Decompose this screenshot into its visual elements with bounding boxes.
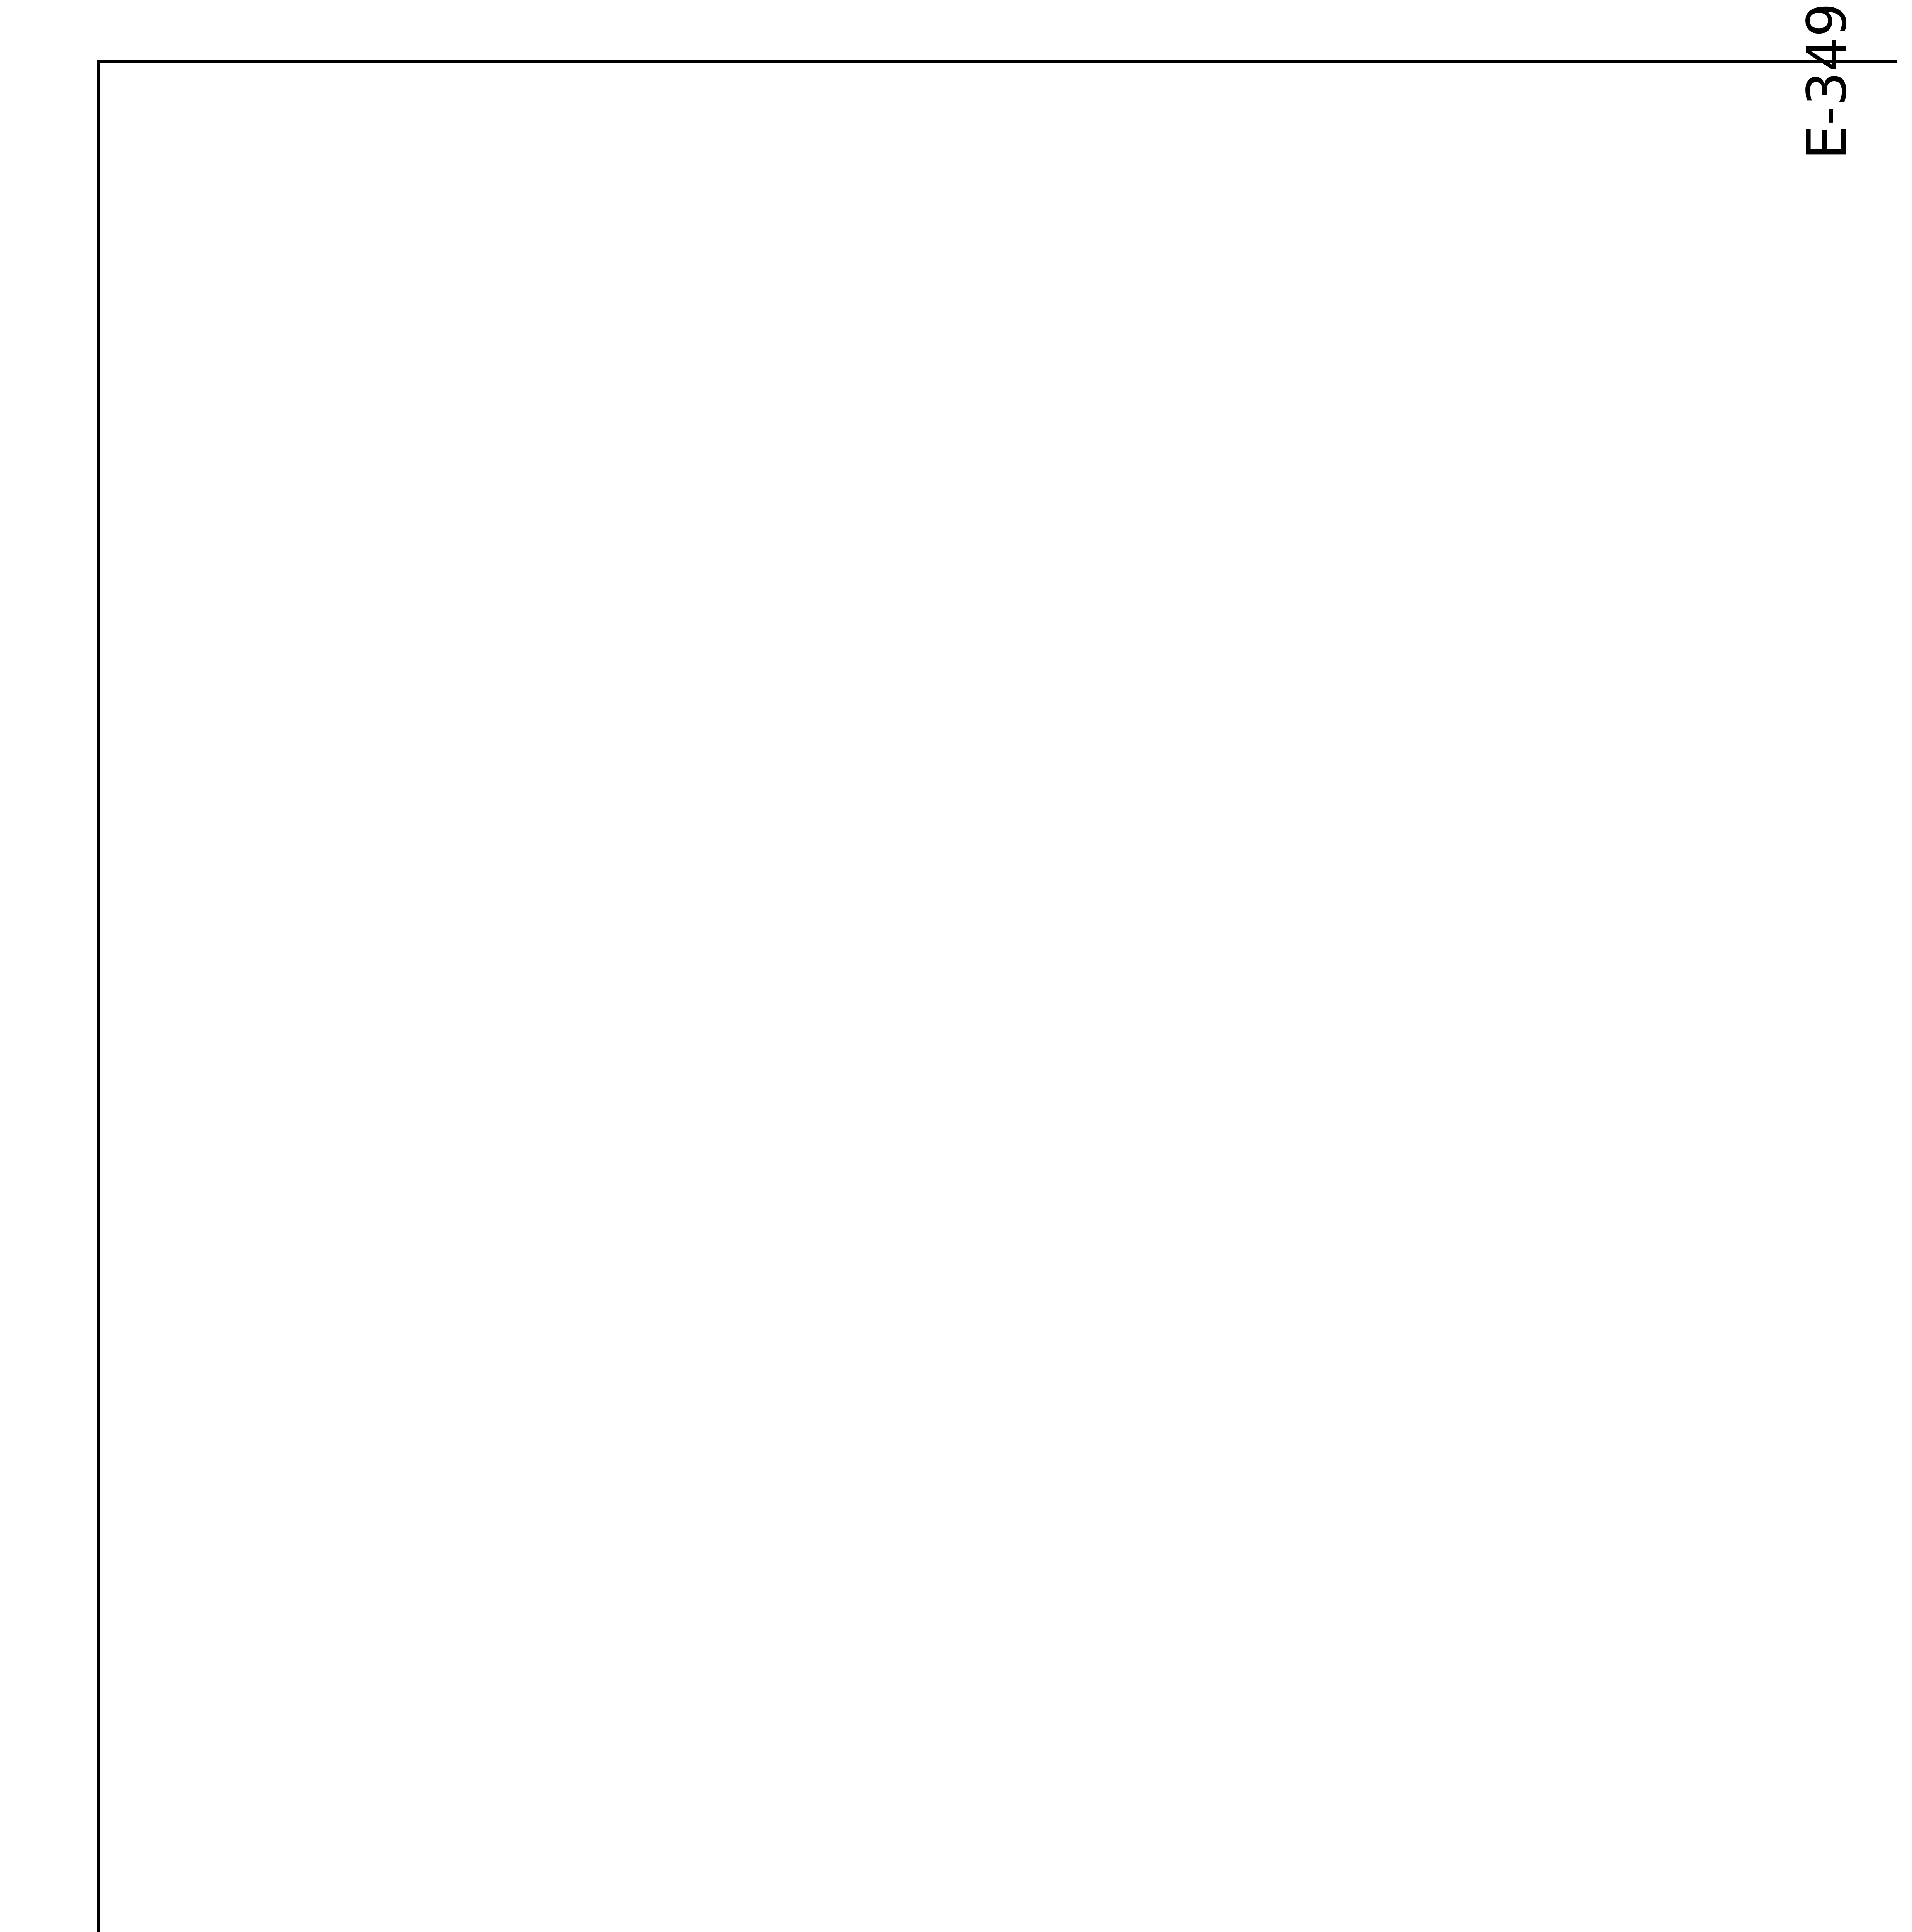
scan-identifier: E-349 bbox=[1796, 2, 1859, 160]
sheet-border bbox=[97, 60, 1897, 1932]
plat-sheet bbox=[1874, 66, 1912, 1932]
